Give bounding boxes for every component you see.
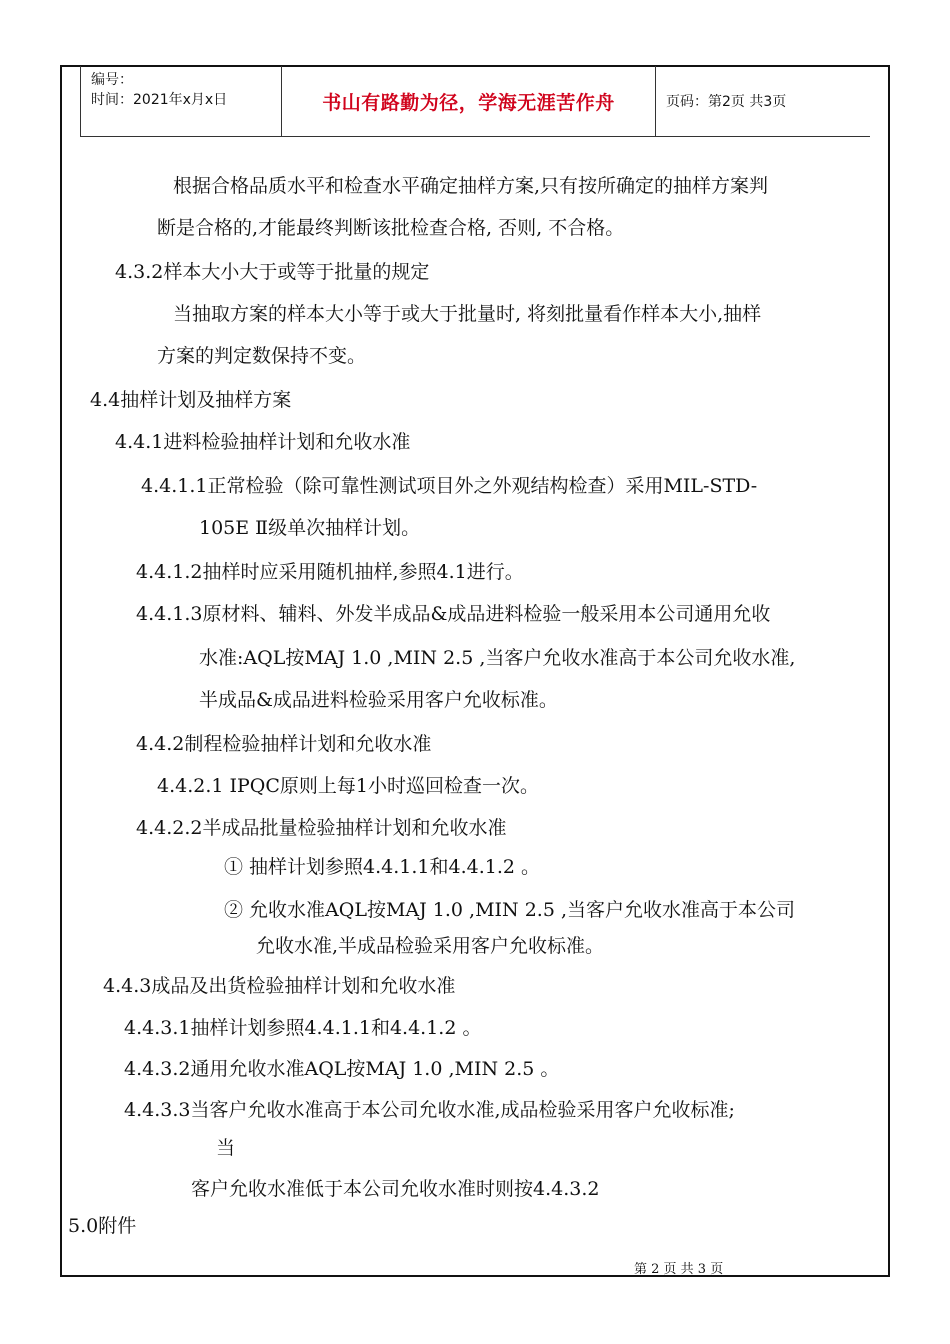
section-heading: 5.0附件 — [68, 1215, 137, 1237]
body-line: 水准:AQL按MAJ 1.0 ,MIN 2.5 ,当客户允收水准高于本公司允收水准, — [199, 647, 796, 669]
list-item: ① 抽样计划参照4.4.1.1和4.4.1.2 。 — [224, 856, 541, 878]
document-time-label: 时间：2021年x月x日 — [91, 92, 228, 108]
header-motto: 书山有路勤为径，学海无涯苦作舟 — [322, 91, 615, 114]
body-line: 半成品&成品进料检验采用客户允收标准。 — [199, 689, 558, 711]
body-line: 当抽取方案的样本大小等于或大于批量时, 将刻批量看作样本大小,抽样 — [173, 303, 762, 325]
body-line: 4.4.3.1抽样计划参照4.4.1.1和4.4.1.2 。 — [124, 1017, 482, 1039]
section-heading: 4.4抽样计划及抽样方案 — [90, 389, 292, 411]
body-line: 4.4.2.1 IPQC原则上每1小时巡回检查一次。 — [157, 775, 540, 797]
body-line: 4.4.3.3当客户允收水准高于本公司允收水准,成品检验采用客户允收标准; — [124, 1099, 735, 1121]
section-heading: 4.4.1进料检验抽样计划和允收水准 — [115, 431, 411, 453]
page-border — [60, 65, 890, 1277]
body-line: 105E Ⅱ级单次抽样计划。 — [199, 517, 421, 539]
body-line: 4.4.1.3原材料、辅料、外发半成品&成品进料检验一般采用本公司通用允收 — [136, 603, 771, 625]
list-item: ② 允收水准AQL按MAJ 1.0 ,MIN 2.5 ,当客户允收水准高于本公司 — [224, 899, 796, 921]
body-line: 当 — [216, 1137, 236, 1159]
body-line: 4.4.3.2通用允收水准AQL按MAJ 1.0 ,MIN 2.5 。 — [124, 1058, 560, 1080]
section-heading: 4.4.2.2半成品批量检验抽样计划和允收水准 — [136, 817, 507, 839]
body-line: 方案的判定数保持不变。 — [157, 345, 367, 367]
document-header — [80, 66, 870, 137]
body-line: 断是合格的,才能最终判断该批检查合格, 否则, 不合格。 — [157, 217, 625, 239]
section-heading: 4.4.3成品及出货检验抽样计划和允收水准 — [103, 975, 456, 997]
body-line: 允收水准,半成品检验采用客户允收标准。 — [256, 935, 605, 957]
header-page-code: 页码：第2页 共3页 — [666, 94, 787, 110]
header-motto-cell — [282, 66, 656, 136]
section-heading: 4.4.2制程检验抽样计划和允收水准 — [136, 733, 432, 755]
document-number-label: 编号： — [91, 72, 133, 88]
body-line: 客户允收水准低于本公司允收水准时则按4.4.3.2 — [191, 1178, 600, 1200]
page-footer: 第 2 页 共 3 页 — [634, 1262, 724, 1277]
body-line: 根据合格品质水平和检查水平确定抽样方案,只有按所确定的抽样方案判 — [173, 175, 769, 197]
header-page-cell — [656, 66, 870, 136]
section-heading: 4.3.2样本大小大于或等于批量的规定 — [115, 261, 430, 283]
body-line: 4.4.1.1正常检验（除可靠性测试项目外之外观结构检查）采用MIL-STD- — [141, 475, 758, 497]
header-info-cell — [80, 66, 282, 136]
body-line: 4.4.1.2抽样时应采用随机抽样,参照4.1进行。 — [136, 561, 524, 583]
